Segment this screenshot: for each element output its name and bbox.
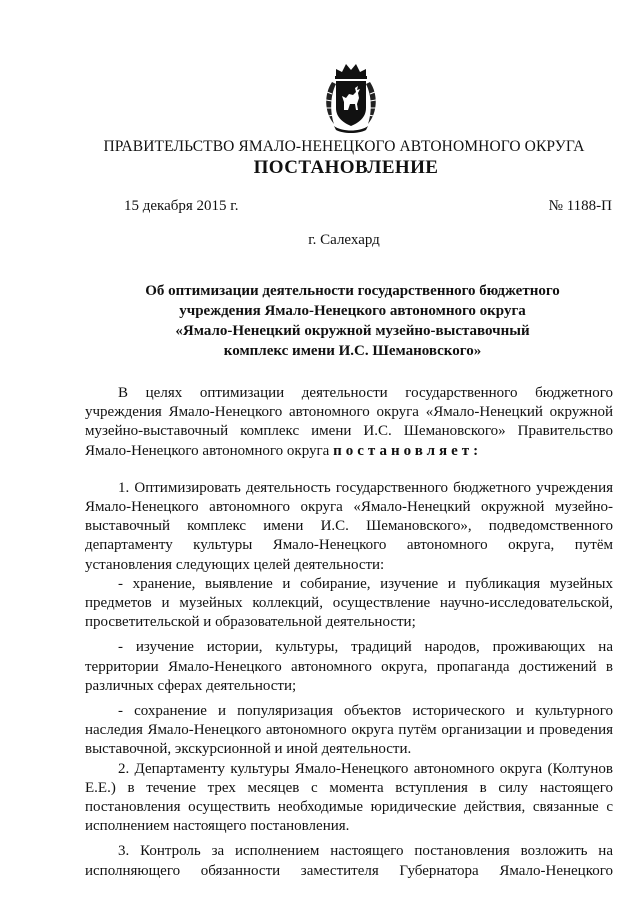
resolves-text: постановляет: [333,442,483,459]
subject-line: комплекс имени И.С. Шемановского» [223,343,482,359]
subject-line: Об оптимизации деятельности государственного бюджетного [145,283,560,299]
document-number: № 1188-П [548,198,612,214]
goal-2-paragraph: - изучение истории, культуры, традиций народов, проживающих на территории Ямало-Ненецкого автономного округа, пропаганда достижений в различных сферах деятельности; [85,639,613,694]
item-1-paragraph: 1. Оптимизировать деятельность государственного бюджетного учреждения Ямало-Ненецкого автономного округа «Ямало-Ненецкий окружной музейно-выставочный комплекс имени И.С. Шемановского», подведомственного департаменту культуры Ямало-Ненецкого автономного округа, путём установления следующих целей деятельности: [85,479,613,573]
document-date: 15 декабря 2015 г. [124,198,239,214]
coat-of-arms-icon [322,62,380,134]
preamble-text: В целях оптимизации деятельности государственного бюджетного учреждения Ямало-Ненецкого автономного округа «Ямало-Ненецкий окружной музейно-выставочный комплекс имени И.С. Шемановского» Правительство Ямало-Ненецкого автономного округа [85,385,613,459]
goal-3-paragraph: - сохранение и популяризация объектов исторического и культурного наследия Ямало-Ненецкого автономного округа путём организации и проведения выставочной, экскурсионной и иной деятельности. [85,703,613,758]
document-subject [140,281,565,361]
item-2-paragraph: 2. Департаменту культуры Ямало-Ненецкого автономного округа (Колтунов Е.Е.) в течение трех месяцев с момента вступления в силу настоящего постановления осуществить необходимые юридические действия, связанные с исполнением настоящего постановления. [85,760,613,835]
subject-line: «Ямало-Ненецкий окружной музейно-выставочный [175,323,530,339]
government-title: ПРАВИТЕЛЬСТВО ЯМАЛО-НЕНЕЦКОГО АВТОНОМНОГО ОКРУГА [103,138,585,155]
document-body [85,384,613,881]
goal-1-paragraph: - хранение, выявление и собирание, изучение и публикация музейных предметов и музейных коллекций, осуществление научно-исследовательской, просветительской и образовательной деятельности; [85,575,613,631]
preamble-paragraph [85,384,613,461]
subject-line: учреждения Ямало-Ненецкого автономного округа [179,303,526,319]
item-3-paragraph: 3. Контроль за исполнением настоящего постановления возложить на исполняющего обязанности заместителя Губернатора Ямало-Ненецкого [85,843,613,879]
document-type-title: ПОСТАНОВЛЕНИЕ [253,157,439,178]
document-city: г. Салехард [308,232,380,248]
